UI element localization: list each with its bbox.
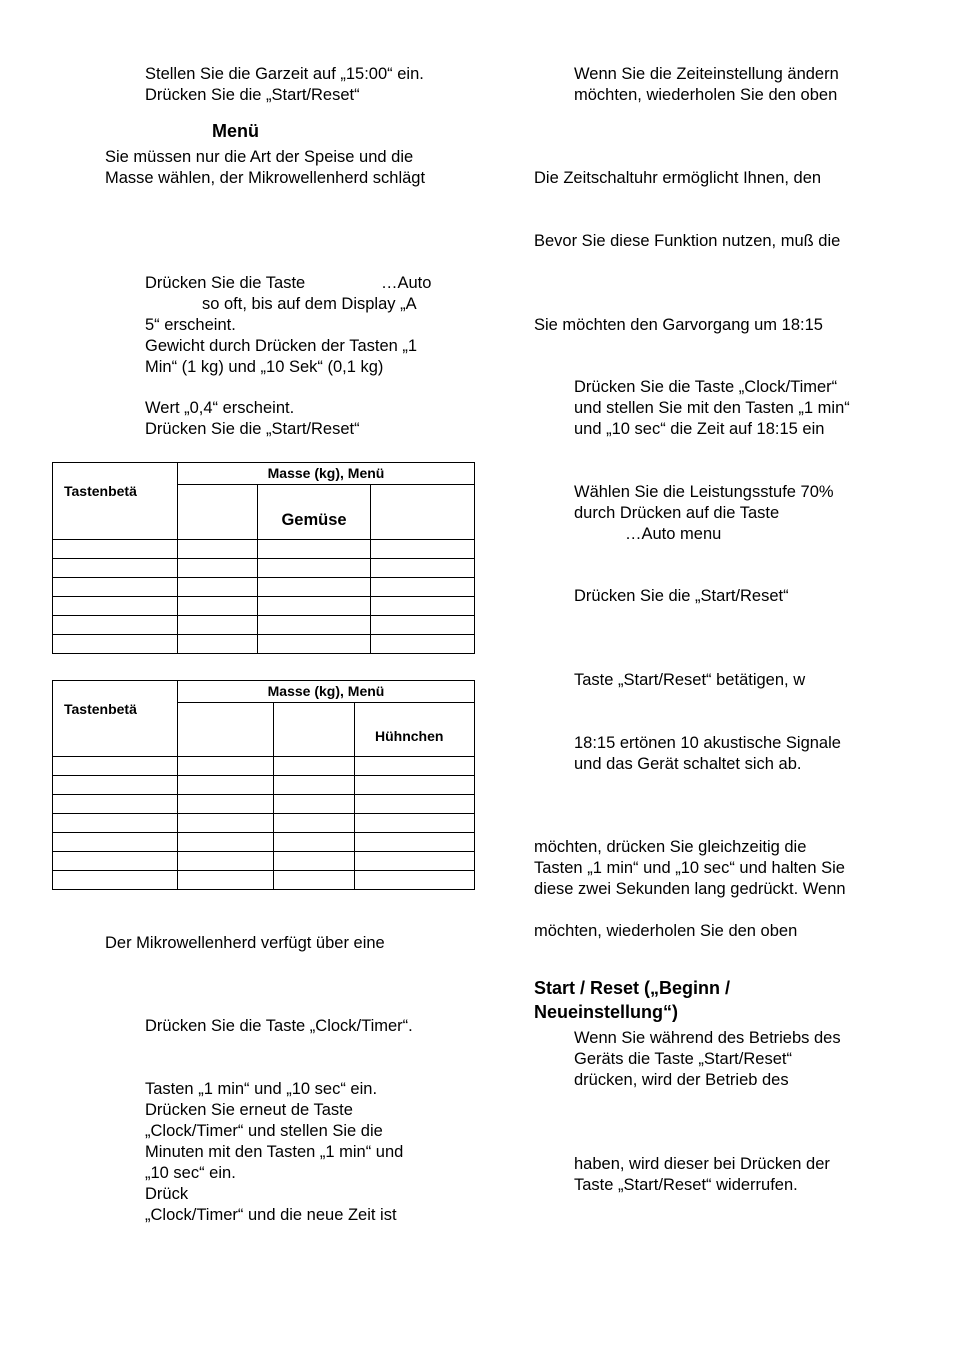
table-row xyxy=(53,635,475,654)
table-row xyxy=(53,540,475,559)
left-para-clock-timer: Drücken Sie die Taste „Clock/Timer“. xyxy=(145,1017,413,1035)
left-para-uhr: Der Mikrowellenherd verfügt über eine xyxy=(105,934,385,952)
menu-table-vegetables xyxy=(52,462,475,654)
table-row xyxy=(53,776,475,795)
right-para-gleichzeitig: möchten, drücken Sie gleichzeitig die Tasten „1 min“ und „10 sec“ und halten Sie diese zwei Sekunden lang gedrückt. Wenn xyxy=(534,838,846,898)
table-sub-header xyxy=(178,485,258,540)
table-row-header: Tastenbetä xyxy=(53,681,178,757)
right-para-betrieb: Wenn Sie während des Betriebs des Geräts die Taste „Start/Reset“ drücken, wird der Betrieb des xyxy=(574,1029,841,1089)
table-group-header: Masse (kg), Menü xyxy=(178,681,475,703)
table-sub-header xyxy=(178,703,274,757)
right-para-zeitschaltuhr: Die Zeitschaltuhr ermöglicht Ihnen, den xyxy=(534,169,822,187)
left-para-wert: Wert „0,4“ erscheint. Drücken Sie die „Start/Reset“ xyxy=(145,399,360,438)
left-para-garzeit: Stellen Sie die Garzeit auf „15:00“ ein. Drücken Sie die „Start/Reset“ xyxy=(145,65,424,104)
menu-table-chicken xyxy=(52,680,475,890)
table-row-header: Tastenbetä xyxy=(53,463,178,540)
right-para-funktion: Bevor Sie diese Funktion nutzen, muß die xyxy=(534,232,841,250)
table-sub-header: Hühnchen xyxy=(355,703,475,757)
right-para-wiederholen: möchten, wiederholen Sie den oben xyxy=(534,922,798,940)
table-row xyxy=(53,757,475,776)
left-para-clock-steps: Tasten „1 min“ und „10 sec“ ein. Drücken Sie erneut de Taste „Clock/Timer“ und stellen Sie die Minuten mit den Tasten „1 min“ und „10 sec“ ein. Drück „Clock/Timer“ und die neue Zeit ist xyxy=(145,1080,404,1224)
table-sub-header xyxy=(274,703,355,757)
table-sub-header: Gemüse xyxy=(258,485,371,540)
right-para-taste-betaetigen: Taste „Start/Reset“ betätigen, w xyxy=(574,671,806,689)
right-para-leistungsstufe: Wählen Sie die Leistungsstufe 70% durch Drücken auf die Taste xyxy=(574,483,834,522)
table-row xyxy=(53,814,475,833)
right-para-auto-menu: …Auto menu xyxy=(625,525,722,543)
table-row xyxy=(53,795,475,814)
table-row xyxy=(53,833,475,852)
right-para-clock-1815: Drücken Sie die Taste „Clock/Timer“ und stellen Sie mit den Tasten „1 min“ und „10 sec“ die Zeit auf 18:15 ein xyxy=(574,378,850,438)
left-para-menu-intro: Sie müssen nur die Art der Speise und die Masse wählen, der Mikrowellenherd schlägt xyxy=(105,148,426,187)
left-para-auto: …Auto xyxy=(381,274,432,292)
right-para-zeiteinstellung: Wenn Sie die Zeiteinstellung ändern möchten, wiederholen Sie den oben xyxy=(574,65,839,104)
table-row xyxy=(53,852,475,871)
table-row xyxy=(53,616,475,635)
table-sub-header xyxy=(371,485,475,540)
table-row xyxy=(53,597,475,616)
right-para-garvorgang: Sie möchten den Garvorgang um 18:15 xyxy=(534,316,823,334)
right-para-signale: 18:15 ertönen 10 akustische Signale und das Gerät schaltet sich ab. xyxy=(574,734,841,773)
left-para-gewicht: 5“ erscheint. Gewicht durch Drücken der Tasten „1 Min“ (1 kg) und „10 Sek“ (0,1 kg) xyxy=(145,316,418,376)
menu-heading: Menü xyxy=(212,121,259,141)
right-para-widerrufen: haben, wird dieser bei Drücken der Taste „Start/Reset“ widerrufen. xyxy=(574,1155,830,1194)
table-row xyxy=(53,578,475,597)
table-row xyxy=(53,559,475,578)
right-para-start-reset: Drücken Sie die „Start/Reset“ xyxy=(574,587,789,605)
left-para-display: so oft, bis auf dem Display „A xyxy=(202,295,417,313)
table-row xyxy=(53,871,475,890)
left-para-taste: Drücken Sie die Taste xyxy=(145,274,306,292)
start-reset-heading: Start / Reset („Beginn / Neueinstellung“) xyxy=(534,978,731,1022)
table-group-header: Masse (kg), Menü xyxy=(178,463,475,485)
